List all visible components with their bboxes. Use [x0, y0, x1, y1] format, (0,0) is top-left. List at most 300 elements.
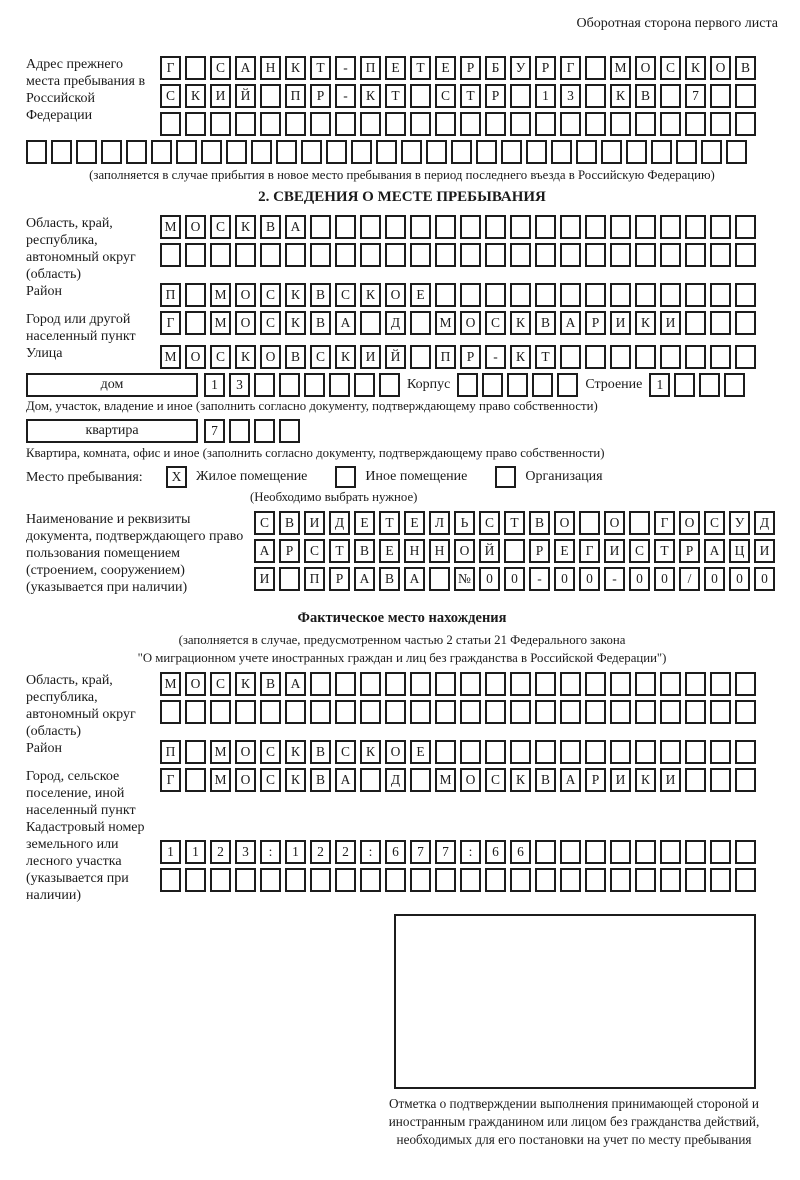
form-cell[interactable] [310, 672, 331, 696]
form-cell[interactable] [510, 215, 531, 239]
form-cell[interactable] [710, 112, 731, 136]
form-cell[interactable]: О [710, 56, 731, 80]
form-cell[interactable]: Н [260, 56, 281, 80]
form-cell[interactable]: А [560, 768, 581, 792]
form-cell[interactable] [485, 283, 506, 307]
form-cell[interactable]: № [454, 567, 475, 591]
form-cell[interactable]: 0 [554, 567, 575, 591]
form-cell[interactable]: Р [460, 56, 481, 80]
form-cell[interactable]: Е [410, 740, 431, 764]
form-cell[interactable]: Д [329, 511, 350, 535]
form-cell[interactable]: О [460, 768, 481, 792]
form-cell[interactable] [610, 345, 631, 369]
form-cell[interactable] [610, 283, 631, 307]
form-cell[interactable]: С [260, 283, 281, 307]
form-cell[interactable] [507, 373, 528, 397]
form-cell[interactable]: К [285, 311, 306, 335]
form-cell[interactable] [635, 112, 656, 136]
form-cell[interactable] [185, 112, 206, 136]
form-cell[interactable] [699, 373, 720, 397]
form-cell[interactable]: О [260, 345, 281, 369]
form-cell[interactable] [485, 700, 506, 724]
form-cell[interactable] [460, 700, 481, 724]
form-cell[interactable] [510, 672, 531, 696]
form-cell[interactable] [185, 768, 206, 792]
form-cell[interactable]: К [235, 215, 256, 239]
form-cell[interactable] [610, 243, 631, 267]
form-cell[interactable] [26, 140, 47, 164]
form-cell[interactable] [210, 243, 231, 267]
form-cell[interactable] [585, 345, 606, 369]
form-cell[interactable]: Г [160, 311, 181, 335]
form-cell[interactable] [285, 700, 306, 724]
form-cell[interactable] [160, 243, 181, 267]
form-cell[interactable] [735, 112, 756, 136]
form-cell[interactable]: К [610, 84, 631, 108]
form-cell[interactable] [51, 140, 72, 164]
form-cell[interactable] [685, 283, 706, 307]
form-cell[interactable]: В [535, 768, 556, 792]
form-cell[interactable] [185, 283, 206, 307]
form-cell[interactable] [610, 840, 631, 864]
form-cell[interactable]: Н [429, 539, 450, 563]
form-cell[interactable] [185, 740, 206, 764]
form-cell[interactable]: К [335, 345, 356, 369]
form-cell[interactable] [685, 700, 706, 724]
form-cell[interactable]: М [160, 345, 181, 369]
form-cell[interactable] [626, 140, 647, 164]
form-cell[interactable] [260, 84, 281, 108]
form-cell[interactable] [685, 868, 706, 892]
form-cell[interactable] [410, 868, 431, 892]
form-cell[interactable] [260, 112, 281, 136]
form-cell[interactable]: О [460, 311, 481, 335]
form-cell[interactable] [360, 672, 381, 696]
form-cell[interactable] [260, 868, 281, 892]
form-cell[interactable]: С [254, 511, 275, 535]
form-cell[interactable] [710, 345, 731, 369]
form-cell[interactable] [585, 243, 606, 267]
form-cell[interactable] [410, 84, 431, 108]
form-cell[interactable]: К [285, 740, 306, 764]
form-cell[interactable]: О [185, 215, 206, 239]
form-cell[interactable]: В [285, 345, 306, 369]
form-cell[interactable] [685, 243, 706, 267]
form-cell[interactable] [724, 373, 745, 397]
checkbox-inoe[interactable] [335, 466, 356, 488]
form-cell[interactable]: К [685, 56, 706, 80]
form-cell[interactable]: С [335, 740, 356, 764]
form-cell[interactable] [335, 868, 356, 892]
form-cell[interactable] [185, 311, 206, 335]
form-cell[interactable]: В [535, 311, 556, 335]
form-cell[interactable]: К [285, 768, 306, 792]
form-cell[interactable]: О [235, 768, 256, 792]
form-cell[interactable]: В [379, 567, 400, 591]
form-cell[interactable]: С [485, 768, 506, 792]
form-cell[interactable] [610, 700, 631, 724]
form-cell[interactable] [557, 373, 578, 397]
form-cell[interactable] [226, 140, 247, 164]
form-cell[interactable]: С [260, 768, 281, 792]
form-cell[interactable] [735, 311, 756, 335]
form-cell[interactable] [710, 672, 731, 696]
form-cell[interactable]: И [210, 84, 231, 108]
form-cell[interactable]: Р [460, 345, 481, 369]
form-cell[interactable] [635, 700, 656, 724]
checkbox-organizatsiya[interactable] [495, 466, 516, 488]
form-cell[interactable]: 1 [535, 84, 556, 108]
form-cell[interactable]: : [260, 840, 281, 864]
form-cell[interactable]: Ь [454, 511, 475, 535]
form-cell[interactable]: А [285, 672, 306, 696]
form-cell[interactable]: С [260, 311, 281, 335]
form-cell[interactable] [210, 700, 231, 724]
form-cell[interactable]: У [510, 56, 531, 80]
form-cell[interactable] [410, 768, 431, 792]
form-cell[interactable] [585, 740, 606, 764]
form-cell[interactable]: О [385, 283, 406, 307]
form-cell[interactable] [360, 112, 381, 136]
form-cell[interactable]: Р [279, 539, 300, 563]
form-cell[interactable]: Т [379, 511, 400, 535]
form-cell[interactable] [229, 419, 250, 443]
form-cell[interactable] [510, 868, 531, 892]
form-cell[interactable]: П [160, 740, 181, 764]
form-cell[interactable]: К [510, 345, 531, 369]
form-cell[interactable]: 7 [204, 419, 225, 443]
form-cell[interactable] [685, 345, 706, 369]
form-cell[interactable] [385, 868, 406, 892]
form-cell[interactable]: В [260, 215, 281, 239]
form-cell[interactable]: Е [354, 511, 375, 535]
form-cell[interactable] [360, 868, 381, 892]
form-cell[interactable] [360, 311, 381, 335]
form-cell[interactable] [710, 283, 731, 307]
form-cell[interactable] [460, 672, 481, 696]
form-cell[interactable]: 0 [704, 567, 725, 591]
form-cell[interactable] [535, 740, 556, 764]
form-cell[interactable] [560, 740, 581, 764]
form-cell[interactable]: 1 [204, 373, 225, 397]
form-cell[interactable] [535, 112, 556, 136]
form-cell[interactable]: А [335, 311, 356, 335]
form-cell[interactable] [660, 840, 681, 864]
form-cell[interactable] [201, 140, 222, 164]
form-cell[interactable] [535, 868, 556, 892]
form-cell[interactable] [635, 672, 656, 696]
form-cell[interactable] [285, 112, 306, 136]
form-cell[interactable]: С [435, 84, 456, 108]
form-cell[interactable] [435, 700, 456, 724]
form-cell[interactable] [485, 243, 506, 267]
form-cell[interactable] [635, 345, 656, 369]
form-cell[interactable]: О [385, 740, 406, 764]
form-cell[interactable] [710, 700, 731, 724]
form-cell[interactable] [185, 700, 206, 724]
form-cell[interactable] [560, 283, 581, 307]
form-cell[interactable]: 0 [754, 567, 775, 591]
form-cell[interactable]: И [660, 768, 681, 792]
form-cell[interactable] [710, 215, 731, 239]
form-cell[interactable] [585, 84, 606, 108]
form-cell[interactable]: В [310, 740, 331, 764]
form-cell[interactable] [460, 868, 481, 892]
form-cell[interactable]: 2 [310, 840, 331, 864]
form-cell[interactable] [560, 840, 581, 864]
form-cell[interactable]: Т [410, 56, 431, 80]
form-cell[interactable] [279, 567, 300, 591]
form-cell[interactable] [410, 112, 431, 136]
form-cell[interactable] [685, 740, 706, 764]
form-cell[interactable] [710, 768, 731, 792]
form-cell[interactable] [576, 140, 597, 164]
form-cell[interactable]: 0 [729, 567, 750, 591]
form-cell[interactable] [726, 140, 747, 164]
form-cell[interactable] [585, 700, 606, 724]
form-cell[interactable] [660, 243, 681, 267]
form-cell[interactable]: Т [654, 539, 675, 563]
form-cell[interactable]: Т [504, 511, 525, 535]
form-cell[interactable]: О [235, 740, 256, 764]
form-cell[interactable]: А [560, 311, 581, 335]
form-cell[interactable]: Л [429, 511, 450, 535]
form-cell[interactable] [354, 373, 375, 397]
form-cell[interactable] [510, 84, 531, 108]
form-cell[interactable]: 0 [654, 567, 675, 591]
form-cell[interactable] [510, 740, 531, 764]
form-cell[interactable]: Т [310, 56, 331, 80]
form-cell[interactable] [635, 243, 656, 267]
form-cell[interactable] [660, 283, 681, 307]
form-cell[interactable]: О [235, 311, 256, 335]
form-cell[interactable]: К [360, 740, 381, 764]
form-cell[interactable] [610, 672, 631, 696]
form-cell[interactable] [410, 672, 431, 696]
form-cell[interactable]: Д [754, 511, 775, 535]
form-cell[interactable] [310, 700, 331, 724]
form-cell[interactable] [551, 140, 572, 164]
form-cell[interactable]: М [210, 311, 231, 335]
form-cell[interactable] [735, 215, 756, 239]
form-cell[interactable]: У [729, 511, 750, 535]
form-cell[interactable]: Е [379, 539, 400, 563]
form-cell[interactable] [560, 243, 581, 267]
form-cell[interactable]: К [510, 311, 531, 335]
form-cell[interactable] [501, 140, 522, 164]
kvartira-box[interactable]: квартира [26, 419, 198, 443]
form-cell[interactable] [676, 140, 697, 164]
form-cell[interactable] [735, 283, 756, 307]
form-cell[interactable] [585, 672, 606, 696]
form-cell[interactable] [510, 243, 531, 267]
form-cell[interactable]: 1 [160, 840, 181, 864]
form-cell[interactable]: С [629, 539, 650, 563]
form-cell[interactable] [460, 243, 481, 267]
form-cell[interactable] [660, 112, 681, 136]
form-cell[interactable] [651, 140, 672, 164]
form-cell[interactable]: Р [329, 567, 350, 591]
form-cell[interactable] [101, 140, 122, 164]
form-cell[interactable] [504, 539, 525, 563]
form-cell[interactable]: 0 [504, 567, 525, 591]
form-cell[interactable]: Б [485, 56, 506, 80]
form-cell[interactable]: М [160, 672, 181, 696]
form-cell[interactable]: : [360, 840, 381, 864]
form-cell[interactable] [735, 768, 756, 792]
form-cell[interactable] [335, 112, 356, 136]
form-cell[interactable] [735, 672, 756, 696]
form-cell[interactable]: Т [385, 84, 406, 108]
form-cell[interactable] [285, 243, 306, 267]
form-cell[interactable] [735, 243, 756, 267]
form-cell[interactable]: С [660, 56, 681, 80]
form-cell[interactable] [457, 373, 478, 397]
form-cell[interactable] [260, 700, 281, 724]
form-cell[interactable] [476, 140, 497, 164]
dom-box[interactable]: дом [26, 373, 198, 397]
form-cell[interactable]: Г [654, 511, 675, 535]
form-cell[interactable]: К [510, 768, 531, 792]
form-cell[interactable]: К [185, 84, 206, 108]
form-cell[interactable] [451, 140, 472, 164]
form-cell[interactable] [460, 215, 481, 239]
form-cell[interactable] [460, 283, 481, 307]
form-cell[interactable] [635, 215, 656, 239]
form-cell[interactable]: К [635, 311, 656, 335]
form-cell[interactable]: 3 [560, 84, 581, 108]
form-cell[interactable] [326, 140, 347, 164]
form-cell[interactable]: А [254, 539, 275, 563]
form-cell[interactable] [685, 215, 706, 239]
form-cell[interactable] [410, 243, 431, 267]
form-cell[interactable] [610, 868, 631, 892]
form-cell[interactable]: М [210, 740, 231, 764]
form-cell[interactable] [535, 215, 556, 239]
form-cell[interactable]: С [160, 84, 181, 108]
form-cell[interactable] [379, 373, 400, 397]
form-cell[interactable] [185, 56, 206, 80]
form-cell[interactable] [410, 215, 431, 239]
form-cell[interactable] [279, 373, 300, 397]
form-cell[interactable] [210, 112, 231, 136]
form-cell[interactable] [410, 700, 431, 724]
form-cell[interactable]: И [660, 311, 681, 335]
form-cell[interactable] [301, 140, 322, 164]
form-cell[interactable] [335, 672, 356, 696]
form-cell[interactable]: 7 [410, 840, 431, 864]
form-cell[interactable] [510, 112, 531, 136]
form-cell[interactable] [735, 700, 756, 724]
form-cell[interactable]: С [704, 511, 725, 535]
form-cell[interactable] [560, 868, 581, 892]
form-cell[interactable] [535, 283, 556, 307]
form-cell[interactable]: 7 [685, 84, 706, 108]
form-cell[interactable] [485, 112, 506, 136]
form-cell[interactable] [126, 140, 147, 164]
form-cell[interactable]: Г [560, 56, 581, 80]
form-cell[interactable] [435, 243, 456, 267]
form-cell[interactable] [160, 868, 181, 892]
form-cell[interactable] [151, 140, 172, 164]
form-cell[interactable] [235, 243, 256, 267]
form-cell[interactable] [560, 672, 581, 696]
form-cell[interactable] [485, 672, 506, 696]
form-cell[interactable] [660, 84, 681, 108]
form-cell[interactable] [560, 345, 581, 369]
form-cell[interactable] [385, 215, 406, 239]
form-cell[interactable] [685, 840, 706, 864]
form-cell[interactable] [685, 112, 706, 136]
form-cell[interactable]: В [279, 511, 300, 535]
form-cell[interactable] [710, 311, 731, 335]
form-cell[interactable]: И [610, 311, 631, 335]
form-cell[interactable] [560, 215, 581, 239]
form-cell[interactable]: А [354, 567, 375, 591]
form-cell[interactable] [585, 112, 606, 136]
form-cell[interactable]: А [335, 768, 356, 792]
form-cell[interactable] [410, 345, 431, 369]
form-cell[interactable] [351, 140, 372, 164]
form-cell[interactable] [160, 700, 181, 724]
form-cell[interactable]: 2 [335, 840, 356, 864]
form-cell[interactable] [660, 740, 681, 764]
form-cell[interactable] [710, 740, 731, 764]
form-cell[interactable] [235, 868, 256, 892]
form-cell[interactable] [360, 243, 381, 267]
form-cell[interactable] [660, 868, 681, 892]
form-cell[interactable]: С [210, 672, 231, 696]
form-cell[interactable] [685, 311, 706, 335]
form-cell[interactable]: - [485, 345, 506, 369]
form-cell[interactable] [701, 140, 722, 164]
form-cell[interactable]: С [260, 740, 281, 764]
form-cell[interactable]: 7 [435, 840, 456, 864]
form-cell[interactable]: / [679, 567, 700, 591]
form-cell[interactable] [254, 419, 275, 443]
form-cell[interactable]: 0 [479, 567, 500, 591]
form-cell[interactable]: Г [160, 768, 181, 792]
form-cell[interactable]: Г [579, 539, 600, 563]
form-cell[interactable]: Р [585, 311, 606, 335]
form-cell[interactable] [660, 700, 681, 724]
form-cell[interactable] [735, 840, 756, 864]
form-cell[interactable]: М [435, 768, 456, 792]
form-cell[interactable] [560, 700, 581, 724]
form-cell[interactable] [426, 140, 447, 164]
form-cell[interactable] [532, 373, 553, 397]
form-cell[interactable]: К [285, 283, 306, 307]
form-cell[interactable] [660, 215, 681, 239]
form-cell[interactable] [376, 140, 397, 164]
form-cell[interactable]: Д [385, 768, 406, 792]
form-cell[interactable]: О [635, 56, 656, 80]
form-cell[interactable] [435, 740, 456, 764]
form-cell[interactable] [535, 700, 556, 724]
form-cell[interactable] [410, 311, 431, 335]
form-cell[interactable]: И [604, 539, 625, 563]
form-cell[interactable]: П [360, 56, 381, 80]
form-cell[interactable]: Е [404, 511, 425, 535]
form-cell[interactable] [610, 215, 631, 239]
form-cell[interactable] [235, 700, 256, 724]
form-cell[interactable] [185, 868, 206, 892]
form-cell[interactable] [610, 740, 631, 764]
form-cell[interactable]: В [260, 672, 281, 696]
form-cell[interactable] [285, 868, 306, 892]
form-cell[interactable] [601, 140, 622, 164]
form-cell[interactable] [535, 840, 556, 864]
